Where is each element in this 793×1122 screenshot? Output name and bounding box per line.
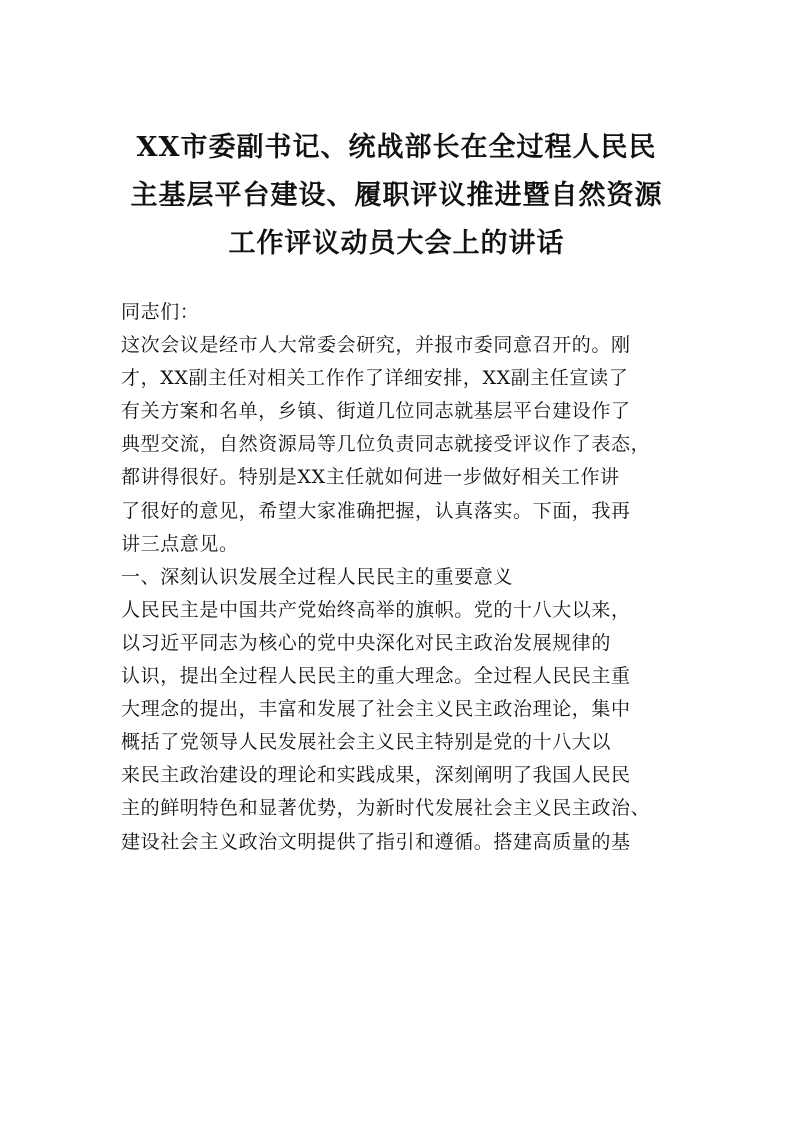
document-body xyxy=(121,296,693,859)
paragraph-line: 了很好的意见，希望大家准确把握，认真落实。下面，我再 xyxy=(121,499,631,522)
paragraph-line: 人民民主是中国共产党始终高举的旗帜。党的十八大以来， xyxy=(121,598,631,621)
document-title xyxy=(100,124,693,268)
title-line-3: 工作评议动员大会上的讲话 xyxy=(228,228,565,259)
paragraph-line: 概括了党领导人民发展社会主义民主特别是党的十八大以 xyxy=(121,731,612,754)
paragraph-line: 建设社会主义政治文明提供了指引和遵循。搭建高质量的基 xyxy=(121,830,631,853)
salutation: 同志们： xyxy=(121,301,200,323)
paragraph-line: 以习近平同志为核心的党中央深化对民主政治发展规律的 xyxy=(121,631,612,654)
title-line-1: XX市委副书记、统战部长在全过程人民民 xyxy=(136,132,657,163)
paragraph-line: 典型交流，自然资源局等几位负责同志就接受评议作了表态， xyxy=(121,433,651,456)
paragraph-line: 都讲得很好。特别是XX主任就如何进一步做好相关工作讲 xyxy=(121,466,620,489)
paragraph-line: 主的鲜明特色和显著优势，为新时代发展社会主义民主政治、 xyxy=(121,797,651,820)
paragraph-line: 大理念的提出，丰富和发展了社会主义民主政治理论，集中 xyxy=(121,698,631,721)
section-heading: 一、深刻认识发展全过程人民民主的重要意义 xyxy=(121,565,514,588)
paragraph-line: 讲三点意见。 xyxy=(121,532,239,555)
paragraph-line: 来民主政治建设的理论和实践成果，深刻阐明了我国人民民 xyxy=(121,764,631,787)
paragraph-line: 认识，提出全过程人民民主的重大理念。全过程人民民主重 xyxy=(121,665,631,688)
paragraph-line: 有关方案和名单，乡镇、街道几位同志就基层平台建设作了 xyxy=(121,400,631,423)
paragraph-line: 才，XX副主任对相关工作作了详细安排，XX副主任宣读了 xyxy=(121,367,629,390)
title-line-2: 主基层平台建设、履职评议推进暨自然资源 xyxy=(130,180,663,211)
paragraph-line: 这次会议是经市人大常委会研究，并报市委同意召开的。刚 xyxy=(121,334,631,357)
